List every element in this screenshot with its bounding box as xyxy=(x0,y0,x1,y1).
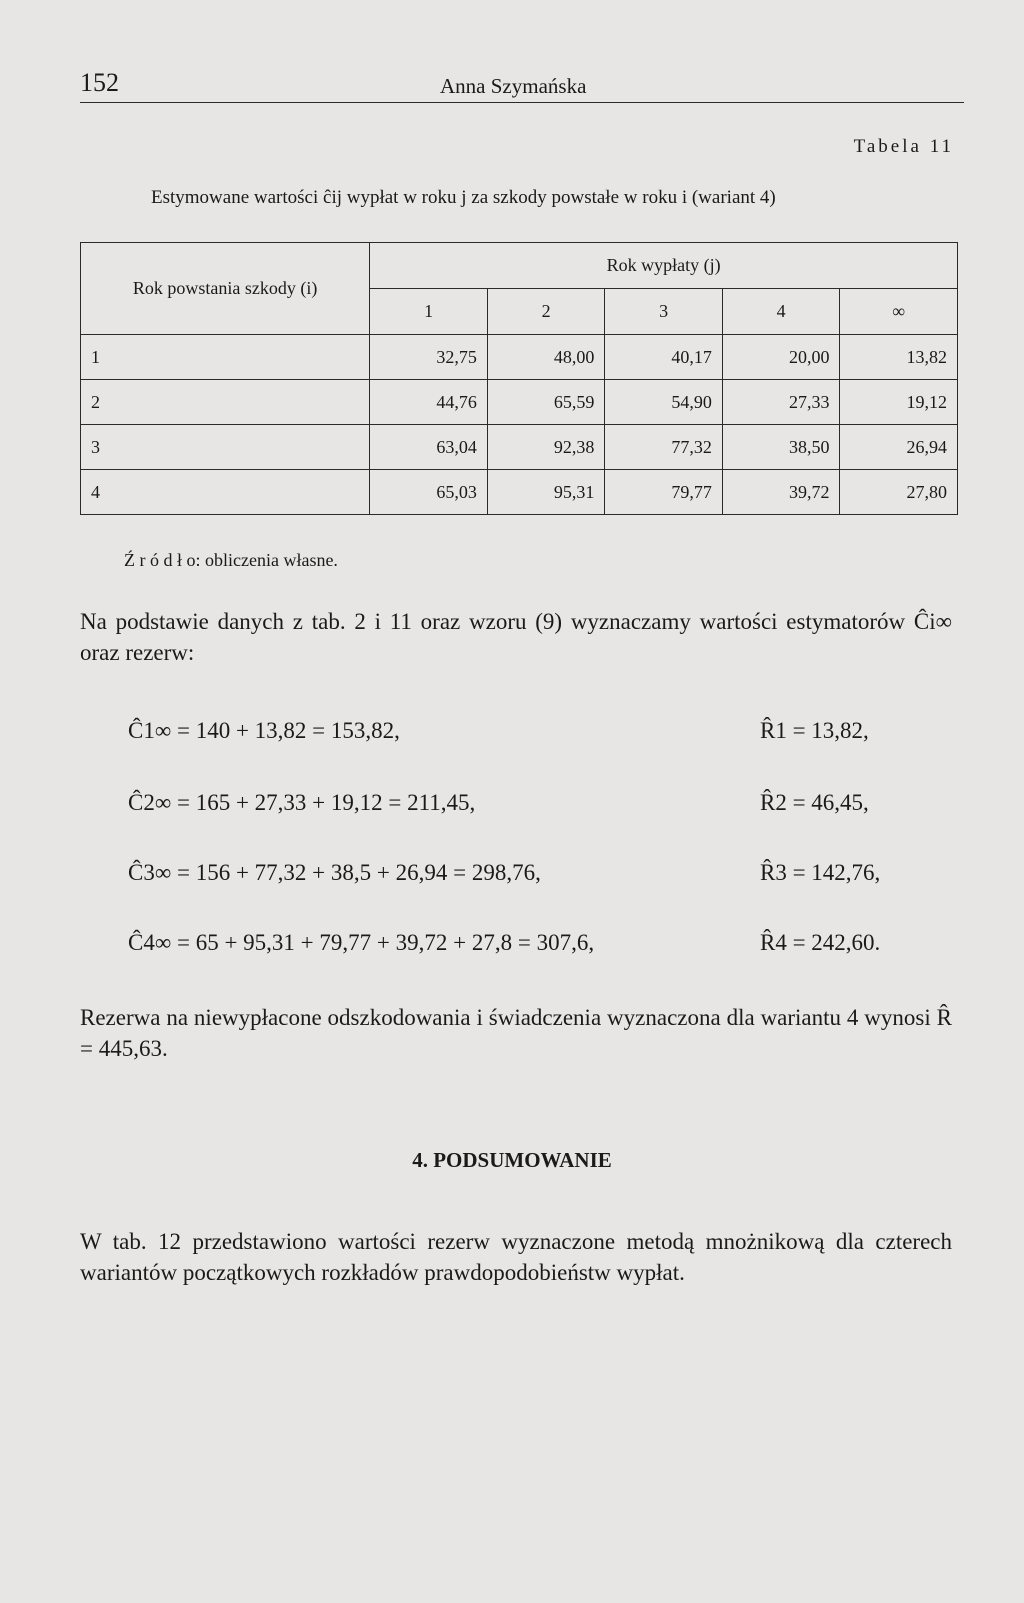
table-cell: 32,75 xyxy=(370,335,488,380)
table-cell: 63,04 xyxy=(370,425,488,470)
running-head: Anna Szymańska xyxy=(440,74,587,98)
column-group-label: Rok wypłaty (j) xyxy=(370,243,958,289)
table-source-note: Ź r ó d ł o: obliczenia własne. xyxy=(124,550,338,570)
table-cell: 38,50 xyxy=(722,425,840,470)
table-cell: 77,32 xyxy=(605,425,723,470)
column-header: 4 xyxy=(722,289,840,335)
table-cell: 79,77 xyxy=(605,470,723,515)
table-cell: 92,38 xyxy=(487,425,605,470)
table-cell: 95,31 xyxy=(487,470,605,515)
table-cell: 27,80 xyxy=(840,470,958,515)
equation-c1: Ĉ1∞ = 140 + 13,82 = 153,82, xyxy=(128,718,400,743)
equation-c3: Ĉ3∞ = 156 + 77,32 + 38,5 + 26,94 = 298,76, xyxy=(128,860,541,885)
row-label: 2 xyxy=(81,380,370,425)
table-cell: 40,17 xyxy=(605,335,723,380)
table-number: Tabela 11 xyxy=(853,136,954,157)
row-header-label: Rok powstania szkody (i) xyxy=(81,243,370,335)
equation-r4: R̂4 = 242,60. xyxy=(760,930,881,955)
table-cell: 19,12 xyxy=(840,380,958,425)
section-heading: 4. PODSUMOWANIE xyxy=(412,1148,612,1172)
page-number: 152 xyxy=(80,68,119,97)
equation-c2: Ĉ2∞ = 165 + 27,33 + 19,12 = 211,45, xyxy=(128,790,476,815)
table-row xyxy=(81,470,958,515)
equation-r1: R̂1 = 13,82, xyxy=(760,718,869,743)
paragraph-summary: W tab. 12 przedstawiono wartości rezerw wyznaczone metodą mnożnikową dla czterech wariantów początkowych rozkładów prawdopodobieństw wypłat. xyxy=(80,1229,952,1285)
table-cell: 13,82 xyxy=(840,335,958,380)
table-cell: 20,00 xyxy=(722,335,840,380)
table-row xyxy=(81,425,958,470)
equation-r2: R̂2 = 46,45, xyxy=(760,790,869,815)
row-label: 1 xyxy=(81,335,370,380)
table-caption: Estymowane wartości ĉij wypłat w roku j za szkody powstałe w roku i (wariant 4) xyxy=(151,187,776,208)
estimated-payments-table xyxy=(80,242,958,515)
paragraph-reserve-total: Rezerwa na niewypłacone odszkodowania i świadczenia wyznaczona dla wariantu 4 wynosi R̂ = 445,63. xyxy=(80,1005,952,1061)
page-header xyxy=(80,68,964,103)
table-cell: 27,33 xyxy=(722,380,840,425)
table-row xyxy=(81,335,958,380)
column-header: 3 xyxy=(605,289,723,335)
equation-c4: Ĉ4∞ = 65 + 95,31 + 79,77 + 39,72 + 27,8 = 307,6, xyxy=(128,930,595,955)
table-cell: 65,03 xyxy=(370,470,488,515)
table-cell: 39,72 xyxy=(722,470,840,515)
row-label: 4 xyxy=(81,470,370,515)
paragraph-intro: Na podstawie danych z tab. 2 i 11 oraz wzoru (9) wyznaczamy wartości estymatorów Ĉi∞ oraz rezerw: xyxy=(80,609,952,665)
table-cell: 48,00 xyxy=(487,335,605,380)
row-label: 3 xyxy=(81,425,370,470)
column-header: ∞ xyxy=(840,289,958,335)
table-cell: 26,94 xyxy=(840,425,958,470)
table-row xyxy=(81,380,958,425)
table-cell: 44,76 xyxy=(370,380,488,425)
table-cell: 65,59 xyxy=(487,380,605,425)
equation-r3: R̂3 = 142,76, xyxy=(760,860,881,885)
column-header: 2 xyxy=(487,289,605,335)
table-cell: 54,90 xyxy=(605,380,723,425)
column-header: 1 xyxy=(370,289,488,335)
